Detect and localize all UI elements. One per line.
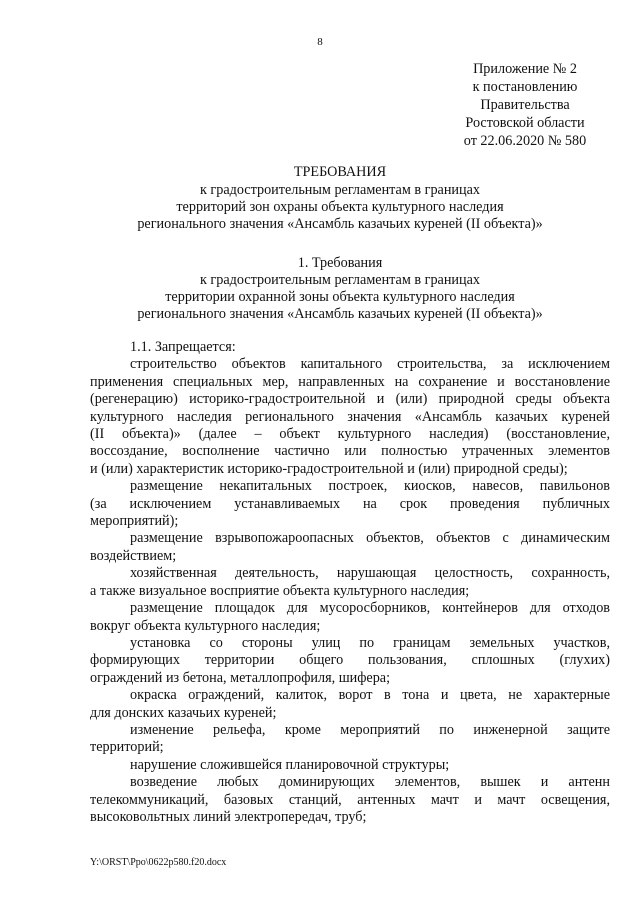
list-item	[90, 722, 610, 757]
heading-line: регионального значения «Ансамбль казачьих куреней (II объекта)»	[137, 306, 543, 322]
paragraph-line: телекоммуникаций, базовых станций, антенных мачт и мачт освещения,	[90, 791, 610, 808]
list-item	[90, 478, 610, 530]
list-item	[90, 757, 610, 774]
list-item	[90, 600, 610, 635]
section-title: 1. Требования	[297, 255, 383, 271]
heading-line: территории охранной зоны объекта культурного наследия	[165, 289, 515, 305]
annex-line: от 22.06.2020 № 580	[463, 133, 587, 149]
paragraph-line: (II объекта)» (далее – объект культурного наследия) (восстановление,	[90, 426, 610, 443]
paragraph-line: размещение площадок для мусоросборников, контейнеров для отходов	[130, 600, 610, 617]
paragraph-line: применения специальных мер, направленных на сохранение и восстановление	[90, 373, 610, 390]
paragraph-line: территорий;	[90, 739, 164, 756]
clause-heading	[90, 339, 610, 356]
annex-block	[440, 60, 610, 150]
paragraph-line: хозяйственная деятельность, нарушающая целостность, сохранность,	[130, 565, 610, 582]
paragraph-line: вокруг объекта культурного наследия;	[90, 617, 321, 634]
paragraph-line: (регенерацию) историко-градостроительной и (или) природной среды объекта	[90, 391, 610, 408]
list-item	[90, 530, 610, 565]
paragraph-line: окраска ограждений, калиток, ворот в тона и цвета, не характерные	[130, 687, 610, 704]
paragraph-line: нарушение сложившейся планировочной структуры;	[130, 756, 450, 773]
body-text	[90, 339, 610, 826]
heading-line: к градостроительным регламентам в границах	[199, 182, 481, 198]
paragraph-line: формирующих территории общего пользования, сплошных (глухих)	[90, 652, 610, 669]
section-heading	[40, 255, 640, 323]
list-item	[90, 687, 610, 722]
heading-line: к градостроительным регламентам в границах	[199, 272, 481, 288]
heading-line: территорий зон охраны объекта культурного наследия	[176, 199, 504, 215]
paragraph-line: культурного наследия регионального значения «Ансамбль казачьих куреней	[90, 408, 610, 425]
paragraph-line: строительство объектов капитального строительства, за исключением	[130, 356, 610, 373]
paragraph-line: 1.1. Запрещается:	[130, 339, 236, 355]
heading-line: регионального значения «Ансамбль казачьих куреней (II объекта)»	[137, 216, 543, 232]
paragraph-line: высоковольтных линий электропередач, труб;	[90, 808, 367, 825]
paragraph-line: а также визуальное восприятие объекта культурного наследия;	[90, 582, 470, 599]
page-number: 8	[317, 36, 323, 48]
paragraph-line: и (или) характеристик историко-градостроительной и (или) природной среды);	[90, 460, 568, 477]
paragraph-line: воздействием;	[90, 547, 177, 564]
paragraph-line: размещение взрывопожароопасных объектов, объектов с динамическим	[130, 530, 610, 547]
annex-line: Ростовской области	[465, 115, 585, 131]
annex-line: к постановлению	[472, 79, 578, 95]
file-path-footer: Y:\ORST\Ppo\0622p580.f20.docx	[90, 857, 227, 868]
list-item	[90, 635, 610, 687]
list-item	[90, 356, 610, 478]
paragraph-line: мероприятий);	[90, 513, 179, 530]
paragraph-line: (за исключением устанавливаемых на срок проведения публичных	[90, 495, 610, 512]
annex-line: Приложение № 2	[473, 61, 577, 77]
paragraph-line: размещение некапитальных построек, киосков, навесов, павильонов	[130, 478, 610, 495]
document-title: ТРЕБОВАНИЯ	[293, 164, 387, 180]
list-item	[90, 774, 610, 826]
paragraph-line: ограждений из бетона, металлопрофиля, шифера;	[90, 669, 391, 686]
paragraph-line: воссоздание, восполнение частично или полностью утраченных элементов	[90, 443, 610, 460]
document-heading	[40, 164, 640, 233]
paragraph-line: установка со стороны улиц по границам земельных участков,	[130, 634, 610, 651]
paragraph-line: изменение рельефа, кроме мероприятий по инженерной защите	[130, 721, 610, 738]
annex-line: Правительства	[480, 97, 570, 113]
list-item	[90, 565, 610, 600]
paragraph-line: возведение любых доминирующих элементов, вышек и антенн	[130, 774, 610, 791]
paragraph-line: для донских казачьих куреней;	[90, 704, 277, 721]
